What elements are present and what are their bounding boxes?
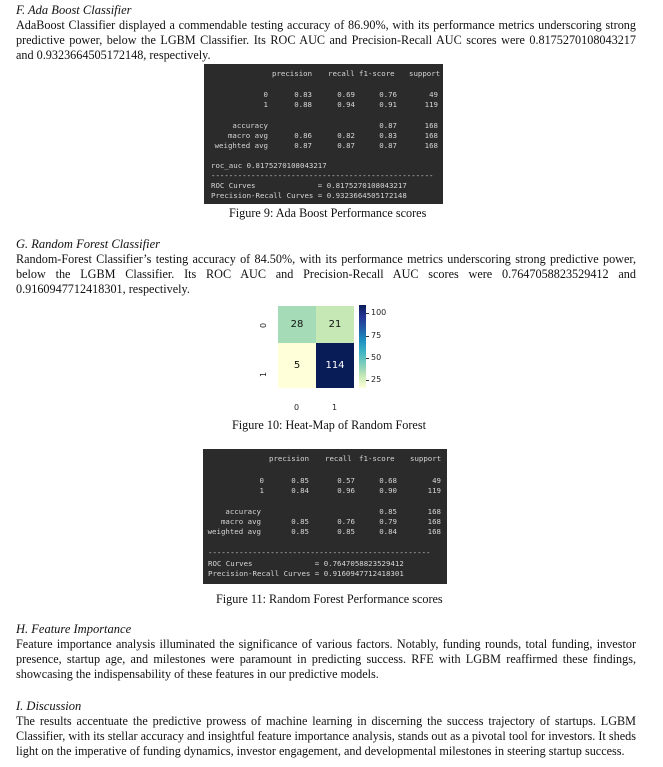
col-header-precision: precision — [269, 454, 310, 463]
row-label: 1 — [263, 100, 268, 109]
cell-recall: 0.94 — [337, 100, 355, 109]
colorbar-tick-mark — [366, 380, 369, 381]
cell-support: 119 — [427, 486, 441, 495]
cell-recall: 0.87 — [337, 141, 355, 150]
section-h-title: H. Feature Importance — [16, 622, 132, 636]
col-header-f1: f1-score — [359, 69, 395, 78]
col-tick-label: 0 — [294, 403, 300, 412]
cell-precision: 0.85 — [291, 517, 309, 526]
cell-precision: 0.83 — [294, 90, 312, 99]
col-tick-label: 1 — [332, 403, 338, 412]
row-tick-label: 0 — [259, 322, 269, 329]
row-label: weighted avg — [214, 141, 268, 150]
section-i-paragraph: The results accentuate the predictive prowess of machine learning in discerning the success trajectory of startups. LGBM Classifier, with its stellar accuracy and insightful feature importance analysis, stands out as a pivotal tool for investors. It sheds light on the imperative of funding dynamics, investor engagement, and developmental milestones in steering startup success. — [16, 714, 636, 758]
colorbar-tick-mark — [366, 313, 369, 314]
row-tick-label: 1 — [259, 371, 269, 378]
cell-support: 168 — [424, 141, 438, 150]
col-header-precision: precision — [272, 69, 313, 78]
colorbar-tick-mark — [366, 336, 369, 337]
row-label: macro avg — [227, 131, 268, 140]
figure-10-caption: Figure 10: Heat-Map of Random Forest — [232, 418, 426, 432]
cell-recall: 0.76 — [337, 517, 355, 526]
heatmap-cell — [316, 306, 354, 343]
cell-f1: 0.84 — [379, 527, 397, 536]
heatmap-cell-value: 114 — [325, 360, 345, 371]
cell-support: 168 — [427, 517, 441, 526]
cell-f1: 0.79 — [379, 517, 397, 526]
colorbar-tick-label: 25 — [371, 375, 382, 384]
section-g-title: G. Random Forest Classifier — [16, 237, 160, 251]
cell-support: 49 — [429, 90, 438, 99]
roc-auc-line: roc_auc 0.8175270108043217 — [211, 161, 327, 170]
row-label: accuracy — [232, 121, 268, 130]
heatmap-cell-value: 28 — [290, 319, 304, 330]
figure-9-report — [204, 64, 443, 204]
cell-f1: 0.85 — [379, 507, 397, 516]
col-header-support: support — [410, 454, 442, 463]
row-label: weighted avg — [207, 527, 261, 536]
row-label: accuracy — [225, 507, 261, 516]
separator-line: -------------------------------------------------- — [208, 548, 431, 557]
cell-precision: 0.87 — [294, 141, 312, 150]
pr-curves-line: Precision-Recall Curves = 0.9323664505172148 — [211, 191, 407, 200]
cell-support: 49 — [432, 476, 441, 485]
col-header-support: support — [409, 69, 441, 78]
cell-precision: 0.88 — [294, 100, 312, 109]
heatmap-cell-value: 21 — [328, 319, 342, 330]
col-header-recall: recall — [328, 69, 355, 78]
colorbar-tick-label: 75 — [371, 331, 382, 340]
section-i-title: I. Discussion — [16, 699, 82, 713]
heatmap-cell — [278, 343, 316, 388]
roc-curves-line: ROC Curves = 0.7647058823529412 — [208, 559, 404, 568]
roc-curves-line: ROC Curves = 0.8175270108043217 — [211, 181, 407, 190]
section-f-title: F. Ada Boost Classifier — [16, 3, 132, 17]
cell-f1: 0.90 — [379, 486, 397, 495]
cell-recall: 0.96 — [337, 486, 355, 495]
cell-f1: 0.76 — [379, 90, 397, 99]
figure-9-caption: Figure 9: Ada Boost Performance scores — [229, 206, 427, 220]
cell-recall: 0.69 — [337, 90, 355, 99]
section-g-paragraph: Random-Forest Classifier’s testing accuracy of 84.50%, with its performance metrics underscoring strong predictive power, below the LGBM Classifier. Its ROC AUC and Precision-Recall AUC scores were 0.7647058823529412 and 0.9160947712418301, respectively. — [16, 252, 636, 296]
section-h-paragraph: Feature importance analysis illuminated the significance of various factors. Notably, funding rounds, total funding, investor presence, startup age, and milestones were paramount in predicting success. RFE with LGBM reaffirmed these findings, showcasing the indispensability of these features in our predictive models. — [16, 637, 636, 681]
cell-precision: 0.85 — [291, 527, 309, 536]
section-f-paragraph: AdaBoost Classifier displayed a commendable testing accuracy of 86.90%, with its performance metrics underscoring strong predictive power, below the LGBM Classifier. Its ROC AUC and Precision-Recall AUC scores were 0.8175270108043217 and 0.9323664505172148, respectively. — [16, 18, 636, 62]
cell-f1: 0.91 — [379, 100, 397, 109]
cell-support: 168 — [424, 121, 438, 130]
cell-recall: 0.85 — [337, 527, 355, 536]
row-label: 0 — [259, 476, 264, 485]
figure-11-report — [203, 449, 447, 584]
cell-precision: 0.86 — [294, 131, 312, 140]
cell-recall: 0.57 — [337, 476, 355, 485]
cell-support: 168 — [427, 507, 441, 516]
colorbar-tick-label: 50 — [371, 353, 382, 362]
cell-f1: 0.87 — [379, 121, 397, 130]
cell-support: 119 — [424, 100, 438, 109]
figure-10-heatmap — [250, 300, 410, 418]
cell-f1: 0.83 — [379, 131, 397, 140]
row-label: 1 — [259, 486, 264, 495]
colorbar-tick-mark — [366, 358, 369, 359]
row-label: macro avg — [220, 517, 261, 526]
separator-line: -------------------------------------------------- — [211, 171, 434, 180]
cell-f1: 0.68 — [379, 476, 397, 485]
heatmap-cell-value: 5 — [293, 360, 301, 371]
cell-support: 168 — [424, 131, 438, 140]
col-header-f1: f1-score — [359, 454, 395, 463]
row-label: 0 — [263, 90, 268, 99]
colorbar-tick-label: 100 — [371, 308, 387, 317]
pr-curves-line: Precision-Recall Curves = 0.9160947712418301 — [208, 569, 404, 578]
colorbar — [359, 305, 366, 388]
cell-f1: 0.87 — [379, 141, 397, 150]
figure-11-caption: Figure 11: Random Forest Performance scores — [216, 592, 443, 606]
heatmap-cell — [316, 343, 354, 388]
cell-recall: 0.82 — [337, 131, 355, 140]
cell-support: 168 — [427, 527, 441, 536]
col-header-recall: recall — [325, 454, 352, 463]
heatmap-cell — [278, 306, 316, 343]
cell-precision: 0.85 — [291, 476, 309, 485]
cell-precision: 0.84 — [291, 486, 309, 495]
